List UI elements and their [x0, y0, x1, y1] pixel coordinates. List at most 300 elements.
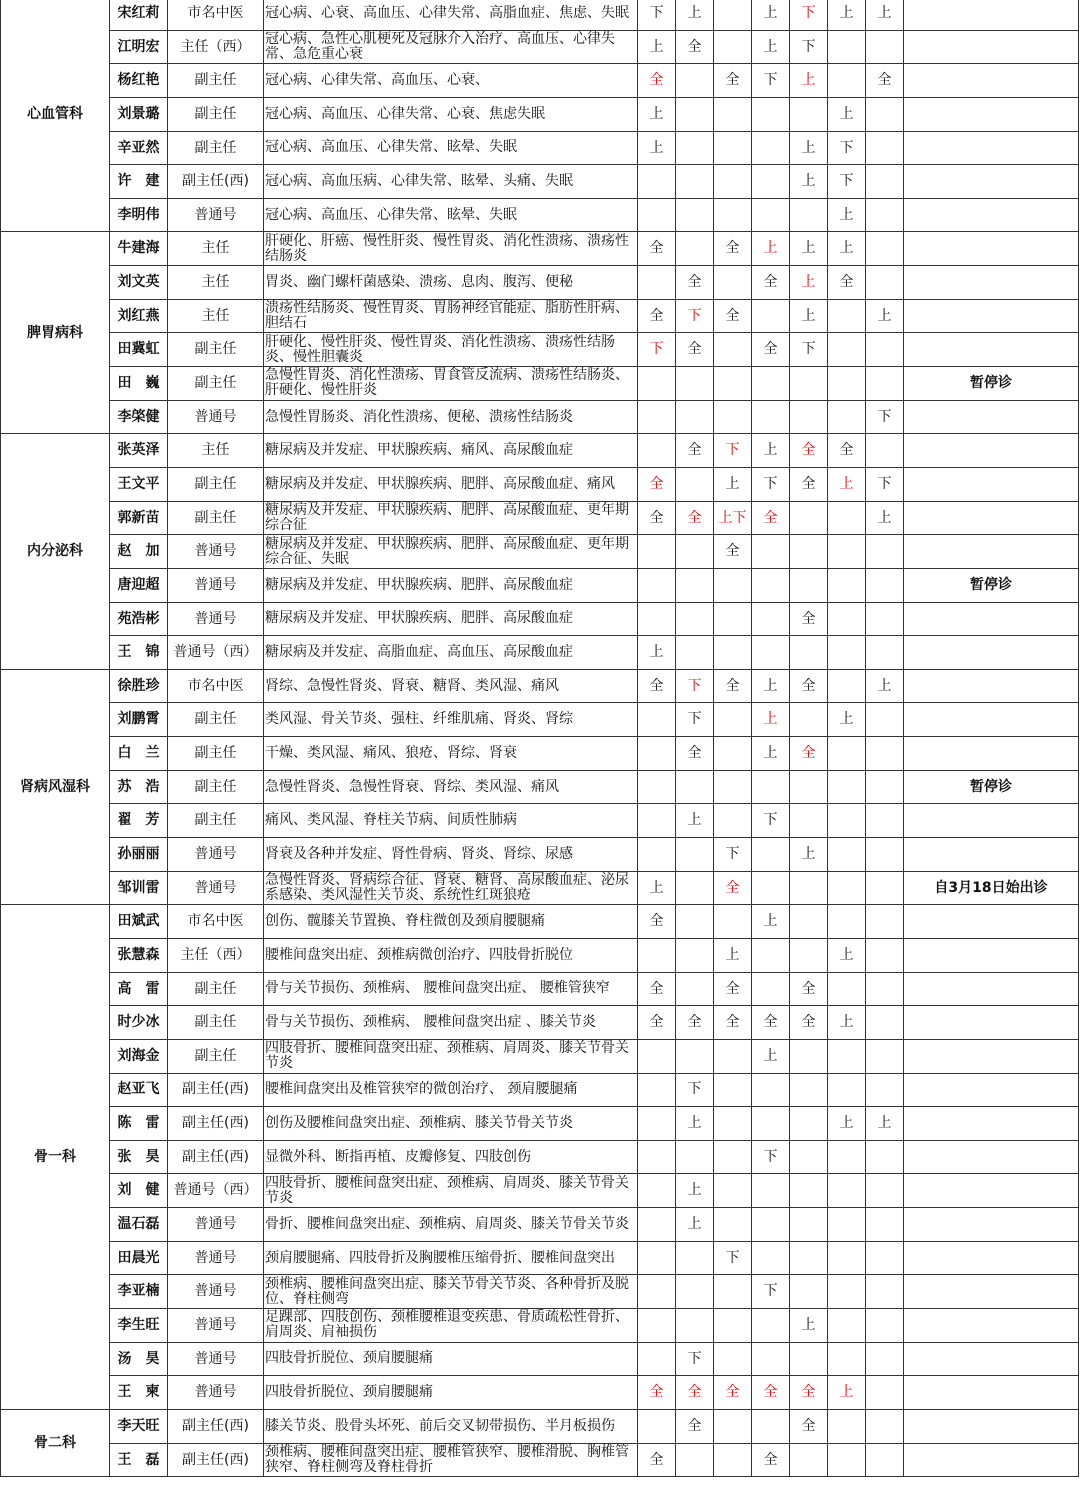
schedule-slot-6: 上 [828, 232, 866, 266]
schedule-slot-3 [714, 1140, 752, 1174]
doctor-row [1, 737, 1079, 771]
schedule-slot-4 [752, 938, 790, 972]
doctor-row [1, 0, 1079, 30]
doctor-name: 唐迎超 [110, 568, 168, 602]
schedule-slot-7: 下 [866, 400, 904, 434]
schedule-slot-2 [676, 602, 714, 636]
schedule-slot-4 [752, 1409, 790, 1443]
schedule-slot-2 [676, 1308, 714, 1342]
schedule-slot-3: 下 [714, 838, 752, 872]
doctor-name: 江明宏 [110, 30, 168, 64]
specialty-text: 冠心病、心衰、高血压、心律失常、高脂血症、焦虑、失眠 [264, 0, 638, 30]
schedule-slot-2: 下 [676, 703, 714, 737]
schedule-slot-7 [866, 602, 904, 636]
schedule-slot-6 [828, 64, 866, 98]
doctor-row [1, 1073, 1079, 1107]
doctor-name: 徐胜珍 [110, 669, 168, 703]
schedule-slot-1: 全 [638, 669, 676, 703]
schedule-slot-7: 上 [866, 299, 904, 333]
doctor-name: 孙丽丽 [110, 838, 168, 872]
schedule-slot-5 [790, 938, 828, 972]
specialty-text: 肝硬化、慢性肝炎、慢性胃炎、消化性溃疡、溃疡性结肠炎、慢性胆囊炎 [264, 333, 638, 367]
schedule-slot-2 [676, 636, 714, 670]
schedule-slot-2 [676, 770, 714, 804]
schedule-slot-7 [866, 1006, 904, 1040]
schedule-slot-2: 上 [676, 1107, 714, 1141]
schedule-slot-3 [714, 0, 752, 30]
schedule-note [904, 703, 1079, 737]
schedule-slot-3 [714, 1073, 752, 1107]
doctor-row [1, 64, 1079, 98]
schedule-slot-1 [638, 535, 676, 569]
schedule-slot-1: 全 [638, 1006, 676, 1040]
schedule-slot-5 [790, 198, 828, 232]
doctor-row [1, 703, 1079, 737]
doctor-row [1, 1409, 1079, 1443]
specialty-text: 骨与关节损伤、颈椎病、 腰椎间盘突出症、 腰椎管狭窄 [264, 972, 638, 1006]
doctor-row [1, 535, 1079, 569]
doctor-title: 副主任 [168, 501, 264, 535]
doctor-row [1, 1006, 1079, 1040]
doctor-row [1, 97, 1079, 131]
specialty-text: 冠心病、心律失常、高血压、心衰、 [264, 64, 638, 98]
doctor-title: 普通号 [168, 568, 264, 602]
doctor-row [1, 400, 1079, 434]
doctor-title: 普通号 [168, 535, 264, 569]
specialty-text: 糖尿病及并发症、甲状腺疾病、肥胖、高尿酸血症 [264, 568, 638, 602]
schedule-slot-7 [866, 1342, 904, 1376]
schedule-slot-2 [676, 467, 714, 501]
schedule-note [904, 1006, 1079, 1040]
doctor-row [1, 367, 1079, 401]
schedule-slot-4: 下 [752, 1275, 790, 1309]
doctor-name: 温石磊 [110, 1208, 168, 1242]
schedule-slot-6 [828, 804, 866, 838]
schedule-slot-2: 全 [676, 333, 714, 367]
schedule-slot-7 [866, 1241, 904, 1275]
doctor-title: 普通号 [168, 602, 264, 636]
doctor-name: 苏 浩 [110, 770, 168, 804]
doctor-name: 王文平 [110, 467, 168, 501]
schedule-slot-7: 上 [866, 501, 904, 535]
schedule-slot-6: 上 [828, 1376, 866, 1410]
schedule-slot-2 [676, 232, 714, 266]
schedule-slot-5: 全 [790, 467, 828, 501]
schedule-slot-1 [638, 198, 676, 232]
schedule-slot-3: 全 [714, 1006, 752, 1040]
schedule-slot-3 [714, 30, 752, 64]
specialty-text: 急慢性肾炎、肾病综合征、肾衰、糖肾、高尿酸血症、泌尿系感染、类风湿性关节炎、系统性红斑狼疮 [264, 871, 638, 905]
doctor-name: 王 磊 [110, 1443, 168, 1477]
schedule-slot-2 [676, 1140, 714, 1174]
schedule-note [904, 1409, 1079, 1443]
doctor-name: 刘红燕 [110, 299, 168, 333]
schedule-note [904, 467, 1079, 501]
schedule-slot-2: 全 [676, 737, 714, 771]
schedule-slot-5: 下 [790, 0, 828, 30]
specialty-text: 颈椎病、腰椎间盘突出症、腰椎管狭窄、腰椎滑脱、胸椎管狭窄、脊柱侧弯及脊柱骨折 [264, 1443, 638, 1477]
schedule-slot-2 [676, 165, 714, 199]
schedule-note [904, 400, 1079, 434]
specialty-text: 冠心病、急性心肌梗死及冠脉介入治疗、高血压、心律失常、急危重心衰 [264, 30, 638, 64]
doctor-title: 副主任(西) [168, 165, 264, 199]
doctor-name: 李生旺 [110, 1308, 168, 1342]
schedule-slot-6 [828, 1443, 866, 1477]
schedule-note [904, 30, 1079, 64]
doctor-row [1, 1308, 1079, 1342]
schedule-slot-7 [866, 333, 904, 367]
schedule-slot-5 [790, 1241, 828, 1275]
schedule-slot-7 [866, 1174, 904, 1208]
schedule-note [904, 838, 1079, 872]
specialty-text: 冠心病、高血压、心律失常、心衰、焦虑失眠 [264, 97, 638, 131]
schedule-slot-1 [638, 165, 676, 199]
schedule-slot-3 [714, 804, 752, 838]
doctor-row [1, 299, 1079, 333]
doctor-name: 张 昊 [110, 1140, 168, 1174]
doctor-row [1, 131, 1079, 165]
department-name: 脾胃病科 [1, 232, 110, 434]
specialty-text: 肝硬化、肝癌、慢性肝炎、慢性胃炎、消化性溃疡、溃疡性结肠炎 [264, 232, 638, 266]
schedule-slot-5: 全 [790, 972, 828, 1006]
schedule-slot-4 [752, 1342, 790, 1376]
doctor-name: 杨红艳 [110, 64, 168, 98]
specialty-text: 颈肩腰腿痛、四肢骨折及胸腰椎压缩骨折、腰椎间盘突出 [264, 1241, 638, 1275]
schedule-note [904, 165, 1079, 199]
schedule-slot-7 [866, 804, 904, 838]
schedule-slot-5 [790, 501, 828, 535]
schedule-slot-7: 上 [866, 0, 904, 30]
doctor-name: 李明伟 [110, 198, 168, 232]
schedule-slot-5 [790, 1174, 828, 1208]
schedule-note [904, 1107, 1079, 1141]
specialty-text: 类风湿、骨关节炎、强柱、纤维肌痛、肾炎、肾综 [264, 703, 638, 737]
schedule-note: 暂停诊 [904, 770, 1079, 804]
doctor-title: 副主任 [168, 804, 264, 838]
schedule-note [904, 266, 1079, 300]
schedule-slot-4: 上 [752, 737, 790, 771]
doctor-row [1, 905, 1079, 939]
specialty-text: 糖尿病及并发症、甲状腺疾病、肥胖、高尿酸血症、更年期综合征、失眠 [264, 535, 638, 569]
schedule-slot-5: 上 [790, 232, 828, 266]
doctor-row [1, 1140, 1079, 1174]
schedule-slot-4 [752, 871, 790, 905]
department-name: 内分泌科 [1, 434, 110, 669]
schedule-slot-4: 上 [752, 905, 790, 939]
doctor-title: 普通号（西） [168, 636, 264, 670]
schedule-slot-5: 全 [790, 737, 828, 771]
schedule-slot-1 [638, 1140, 676, 1174]
doctor-name: 田晨光 [110, 1241, 168, 1275]
schedule-slot-5: 全 [790, 669, 828, 703]
schedule-slot-6 [828, 30, 866, 64]
doctor-title: 市名中医 [168, 905, 264, 939]
doctor-row [1, 1275, 1079, 1309]
doctor-name: 郭新苗 [110, 501, 168, 535]
doctor-name: 赵 加 [110, 535, 168, 569]
schedule-slot-5 [790, 905, 828, 939]
schedule-slot-4 [752, 972, 790, 1006]
doctor-row [1, 669, 1079, 703]
specialty-text: 创伤及腰椎间盘突出症、颈椎病、膝关节骨关节炎 [264, 1107, 638, 1141]
schedule-slot-5: 上 [790, 266, 828, 300]
schedule-note [904, 333, 1079, 367]
specialty-text: 肾衰及各种并发症、肾性骨病、肾炎、肾综、尿感 [264, 838, 638, 872]
schedule-slot-6 [828, 501, 866, 535]
schedule-slot-7: 上 [866, 669, 904, 703]
schedule-slot-3: 上 [714, 938, 752, 972]
schedule-slot-6 [828, 1275, 866, 1309]
doctor-name: 王 锦 [110, 636, 168, 670]
schedule-slot-2 [676, 367, 714, 401]
doctor-title: 主任 [168, 232, 264, 266]
schedule-slot-5: 全 [790, 434, 828, 468]
schedule-slot-4: 上 [752, 0, 790, 30]
schedule-slot-1 [638, 1275, 676, 1309]
schedule-slot-5: 全 [790, 602, 828, 636]
schedule-slot-1: 全 [638, 501, 676, 535]
doctor-title: 普通号 [168, 1275, 264, 1309]
doctor-title: 普通号 [168, 1208, 264, 1242]
schedule-slot-2: 全 [676, 1006, 714, 1040]
specialty-text: 腰椎间盘突出及椎管狭窄的微创治疗、 颈肩腰腿痛 [264, 1073, 638, 1107]
doctor-name: 刘 健 [110, 1174, 168, 1208]
schedule-slot-4: 上 [752, 232, 790, 266]
schedule-slot-7 [866, 636, 904, 670]
doctor-row [1, 1342, 1079, 1376]
schedule-slot-2 [676, 938, 714, 972]
schedule-slot-3 [714, 568, 752, 602]
schedule-note [904, 905, 1079, 939]
schedule-slot-2: 下 [676, 299, 714, 333]
schedule-slot-6 [828, 400, 866, 434]
schedule-slot-3 [714, 1443, 752, 1477]
schedule-slot-2: 下 [676, 1342, 714, 1376]
schedule-note: 自3月18日始出诊 [904, 871, 1079, 905]
schedule-slot-7 [866, 1140, 904, 1174]
schedule-slot-6 [828, 1308, 866, 1342]
schedule-slot-5: 上 [790, 299, 828, 333]
doctor-title: 主任（西） [168, 30, 264, 64]
doctor-name: 苑浩彬 [110, 602, 168, 636]
schedule-slot-7 [866, 1308, 904, 1342]
doctor-title: 主任（西） [168, 938, 264, 972]
schedule-slot-6 [828, 669, 866, 703]
schedule-slot-7 [866, 30, 904, 64]
schedule-slot-1 [638, 1107, 676, 1141]
schedule-slot-2 [676, 64, 714, 98]
schedule-slot-2 [676, 838, 714, 872]
schedule-slot-2 [676, 1443, 714, 1477]
schedule-slot-4: 下 [752, 467, 790, 501]
schedule-slot-6: 下 [828, 131, 866, 165]
doctor-row [1, 871, 1079, 905]
doctor-row [1, 804, 1079, 838]
schedule-slot-5 [790, 1107, 828, 1141]
schedule-slot-6 [828, 367, 866, 401]
schedule-slot-3: 全 [714, 871, 752, 905]
schedule-slot-7 [866, 266, 904, 300]
doctor-title: 普通号 [168, 1342, 264, 1376]
schedule-slot-5: 全 [790, 1006, 828, 1040]
schedule-note [904, 972, 1079, 1006]
specialty-text: 急慢性胃炎、消化性溃疡、胃食管反流病、溃疡性结肠炎、肝硬化、慢性肝炎 [264, 367, 638, 401]
doctor-title: 市名中医 [168, 669, 264, 703]
schedule-slot-3 [714, 737, 752, 771]
schedule-slot-6 [828, 1140, 866, 1174]
doctor-title: 副主任 [168, 333, 264, 367]
doctor-row [1, 467, 1079, 501]
specialty-text: 冠心病、高血压、心律失常、眩晕、失眠 [264, 131, 638, 165]
schedule-slot-7 [866, 838, 904, 872]
schedule-note [904, 1208, 1079, 1242]
schedule-slot-6 [828, 871, 866, 905]
schedule-slot-5: 下 [790, 30, 828, 64]
schedule-slot-3: 全 [714, 299, 752, 333]
schedule-slot-4: 全 [752, 501, 790, 535]
schedule-slot-7 [866, 535, 904, 569]
schedule-note [904, 434, 1079, 468]
schedule-slot-7 [866, 703, 904, 737]
schedule-slot-5 [790, 703, 828, 737]
schedule-slot-3: 上下 [714, 501, 752, 535]
schedule-slot-2: 全 [676, 266, 714, 300]
schedule-slot-1 [638, 1073, 676, 1107]
doctor-name: 刘景璐 [110, 97, 168, 131]
schedule-slot-3: 全 [714, 64, 752, 98]
doctor-title: 副主任 [168, 64, 264, 98]
doctor-row [1, 1107, 1079, 1141]
doctor-title: 副主任(西) [168, 1107, 264, 1141]
schedule-slot-5 [790, 535, 828, 569]
schedule-note: 暂停诊 [904, 367, 1079, 401]
doctor-title: 副主任 [168, 467, 264, 501]
schedule-slot-3 [714, 97, 752, 131]
doctor-row [1, 165, 1079, 199]
doctor-title: 普通号 [168, 1241, 264, 1275]
schedule-slot-2: 下 [676, 1073, 714, 1107]
schedule-slot-1 [638, 770, 676, 804]
doctor-name: 王 柬 [110, 1376, 168, 1410]
schedule-slot-6: 全 [828, 266, 866, 300]
doctor-row [1, 1208, 1079, 1242]
doctor-row [1, 972, 1079, 1006]
schedule-slot-1 [638, 1241, 676, 1275]
schedule-slot-2 [676, 1241, 714, 1275]
schedule-slot-6: 上 [828, 703, 866, 737]
schedule-slot-4 [752, 1208, 790, 1242]
schedule-note [904, 1174, 1079, 1208]
schedule-slot-7 [866, 871, 904, 905]
doctor-row [1, 266, 1079, 300]
schedule-slot-3 [714, 1039, 752, 1073]
doctor-name: 田 巍 [110, 367, 168, 401]
schedule-slot-7 [866, 1443, 904, 1477]
schedule-slot-3 [714, 400, 752, 434]
doctor-title: 副主任 [168, 972, 264, 1006]
schedule-slot-6 [828, 1241, 866, 1275]
schedule-slot-1 [638, 568, 676, 602]
doctor-name: 时少冰 [110, 1006, 168, 1040]
schedule-slot-7 [866, 905, 904, 939]
schedule-slot-5 [790, 636, 828, 670]
doctor-title: 副主任 [168, 703, 264, 737]
schedule-slot-3 [714, 1342, 752, 1376]
schedule-slot-1: 全 [638, 905, 676, 939]
schedule-note [904, 1275, 1079, 1309]
doctor-title: 副主任 [168, 131, 264, 165]
doctor-name: 张慧森 [110, 938, 168, 972]
doctor-name: 刘海金 [110, 1039, 168, 1073]
schedule-slot-6 [828, 535, 866, 569]
schedule-note [904, 1342, 1079, 1376]
schedule-slot-4: 下 [752, 1140, 790, 1174]
schedule-slot-1 [638, 1409, 676, 1443]
doctor-row [1, 198, 1079, 232]
schedule-note [904, 737, 1079, 771]
schedule-slot-4 [752, 1174, 790, 1208]
schedule-slot-4: 全 [752, 1006, 790, 1040]
schedule-slot-5 [790, 400, 828, 434]
doctor-name: 陈 雷 [110, 1107, 168, 1141]
schedule-slot-4: 下 [752, 64, 790, 98]
schedule-note [904, 0, 1079, 30]
schedule-slot-1: 上 [638, 97, 676, 131]
schedule-slot-5 [790, 770, 828, 804]
doctor-row [1, 501, 1079, 535]
specialty-text: 糖尿病及并发症、高脂血症、高血压、高尿酸血症 [264, 636, 638, 670]
doctor-row [1, 434, 1079, 468]
schedule-slot-4 [752, 1107, 790, 1141]
schedule-slot-7 [866, 737, 904, 771]
schedule-slot-3 [714, 333, 752, 367]
schedule-slot-5: 上 [790, 165, 828, 199]
schedule-slot-3: 下 [714, 1241, 752, 1275]
doctor-title: 普通号 [168, 871, 264, 905]
specialty-text: 冠心病、高血压、心律失常、眩晕、失眠 [264, 198, 638, 232]
schedule-slot-3: 全 [714, 232, 752, 266]
schedule-slot-3 [714, 770, 752, 804]
schedule-slot-7 [866, 1275, 904, 1309]
schedule-slot-6 [828, 1208, 866, 1242]
schedule-slot-2 [676, 131, 714, 165]
schedule-note [904, 299, 1079, 333]
schedule-note [904, 198, 1079, 232]
doctor-row [1, 602, 1079, 636]
doctor-row [1, 770, 1079, 804]
schedule-note: 暂停诊 [904, 568, 1079, 602]
schedule-slot-5 [790, 1342, 828, 1376]
schedule-slot-4: 上 [752, 703, 790, 737]
doctor-title: 普通号 [168, 838, 264, 872]
schedule-slot-5 [790, 97, 828, 131]
department-name: 骨二科 [1, 1409, 110, 1476]
schedule-note [904, 1376, 1079, 1410]
schedule-note [904, 1241, 1079, 1275]
schedule-slot-2 [676, 97, 714, 131]
schedule-slot-1: 上 [638, 636, 676, 670]
doctor-title: 市名中医 [168, 0, 264, 30]
schedule-slot-1 [638, 266, 676, 300]
doctor-name: 田冀虹 [110, 333, 168, 367]
schedule-slot-1 [638, 838, 676, 872]
schedule-slot-6 [828, 1409, 866, 1443]
doctor-row [1, 30, 1079, 64]
schedule-slot-6 [828, 737, 866, 771]
schedule-slot-3 [714, 1107, 752, 1141]
doctor-name: 辛亚然 [110, 131, 168, 165]
schedule-slot-7 [866, 1208, 904, 1242]
